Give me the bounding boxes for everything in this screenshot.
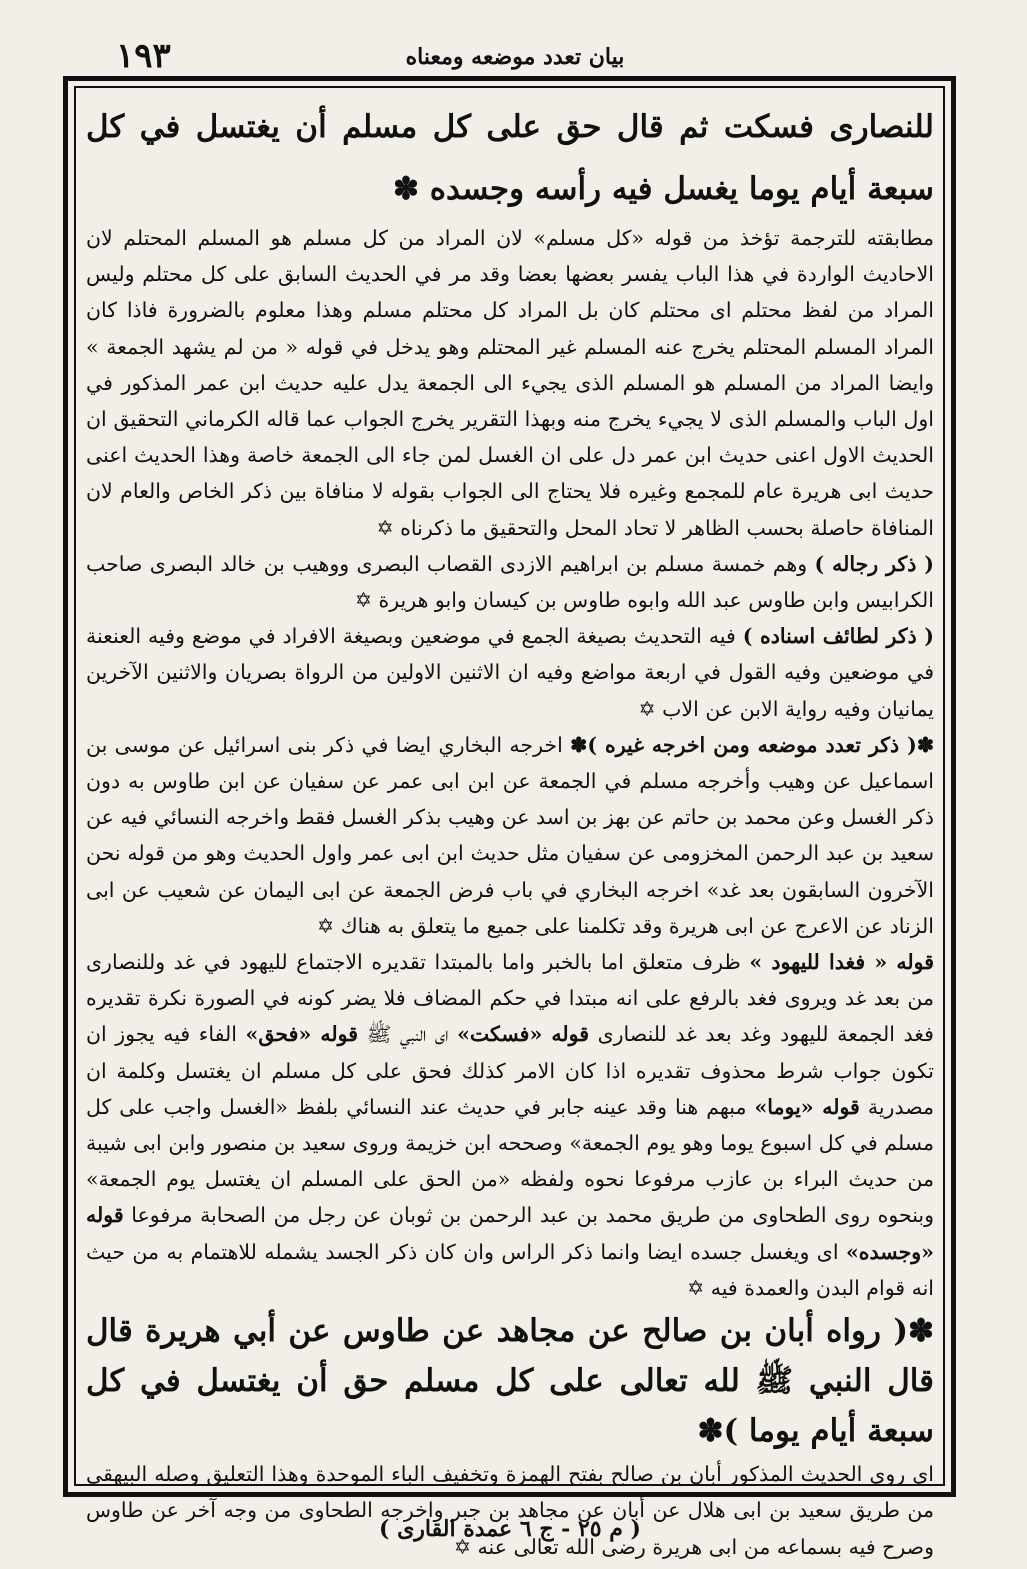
page-number: ١٩٣ [116, 36, 171, 76]
page-footer: ( م ٢٥ - ج ٦ عمدة القارى ) [379, 1516, 641, 1542]
page-header [0, 36, 1027, 80]
sharh-text-4: مبهم هنا وقد عينه جابر في حديث عند النسائي بلفظ «الغسل واجب على كل مسلم في كل اسبوع يوما وهو يوم الجمعة» وصححه ابن خزيمة وروى سعيد بن منصور وابن ابى شيبة من حديث البراء بن عازب مرفوعا نحوه ولفظه «من الحق على المسلم ان يغتسل يوم الجمعة» وبنحوه روى الطحاوى من طريق محمد بن عبد الرحمن بن ثوبان عن رجل من الصحابة مرفوعا [86, 1094, 934, 1228]
rijal-section [86, 546, 934, 618]
commentary-paragraph: مطابقته للترجمة تؤخذ من قوله «كل مسلم» لان المراد من كل مسلم هو المسلم المحتلم لان الاحاديث الواردة في هذا الباب يفسر بعضها بعضا وقد مر في الحديث السابق على كل محتلم وليس المراد من لفظ محتلم اى محتلم كان بل المراد كل محتلم مسلم وهذا معلوم بالضرورة فاذا كان المراد المسلم المحتلم يخرج عنه المسلم غير المحتلم وهو يدخل في قوله « من لم يشهد الجمعة » وايضا المراد من المسلم هو المسلم الذى يجيء الى الجمعة يدل عليه حديث ابن عمر المذكور في اول الباب والمسلم الذى لا يجيء يخرج منه وبهذا التقرير يخرج الجواب عما قاله الكرماني التحقيق ان الحديث الاول اعنى حديث ابن عمر دل على ان الغسل لمن جاء الى الجمعة خاصة وهذا الحديث اعنى حديث ابى هريرة عام للمجمع وغيره فلا يحتاج الى الجواب بقوله لا منافاة بين ذكر الخاص والعام لان المنافاة حاصلة بحسب الظاهر لا تحاد المحل والتحقيق ما ذكرناه ✡ [86, 226, 934, 540]
hadith-main-text: للنصارى فسكت ثم قال حق على كل مسلم أن يغتسل في كل سبعة أيام يوما يغسل فيه رأسه وجسده ✽ [86, 109, 934, 207]
lataif-section [86, 618, 934, 727]
sharh-text-2: اى النبي ﷺ [366, 1022, 449, 1047]
sharh-lemma-1: قوله « فغدا لليهود » [749, 950, 934, 975]
sharh-text-1: ظرف متعلق اما بالخبر واما بالمبتدا تقديره الاجتماع لليهود في غد وللنصارى من بعد غد ويروى فغد بالرفع على انه مبتدا في حكم المضاف فلا يضر كونه في الصورة نكرة تقديره فغد الجمعة لليهود وغد بعد غد للنصارى [86, 950, 934, 1047]
rijal-text: وهم خمسة مسلم بن ابراهيم الازدى القصاب البصرى ووهيب بن خالد البصرى صاحب الكرابيس وابن طاوس عبد الله وابوه طاوس بن كيسان وابو هريرة ✡ [86, 551, 934, 613]
closing-paragraph: اى روى الحديث المذكور أبان بن صالح بفتح الهمزة وتخفيف الباء الموحدة وهذا التعليق وصله البيهقى من طريق سعيد بن ابى هلال عن أبان عن مجاهد بن جبر واخرجه الطحاوى من وجه آخر عن طاوس وصرح فيه بسماعه من ابى هريرة رضى الله تعالى عنه ✡ [86, 1462, 934, 1559]
sharh-lemma-2: قوله «فسكت» [457, 1022, 590, 1047]
rijal-heading: ( ذكر رجاله ) [814, 551, 934, 576]
sharh-lemma-4: قوله «يوما» [754, 1094, 860, 1119]
sharh-section [86, 944, 934, 1306]
running-title: بيان تعدد موضعه ومعناه [405, 44, 625, 70]
takhrij-heading: ✽( ذكر تعدد موضعه ومن اخرجه غيره )✽ [570, 732, 934, 757]
sharh-lemma-5: قوله «وجسده» [86, 1203, 934, 1264]
lataif-text: فيه التحديث بصيغة الجمع في موضعين وبصيغة الافراد في موضع وفيه العنعنة في موضعين وفيه القول في اربعة مواضع وفيه ان الاثنين الاولين من الرواة بصريان والاثنين الآخرين يمانيان وفيه رواية الابن عن الاب ✡ [86, 624, 934, 721]
takhrij-text: اخرجه البخاري ايضا في ذكر بنى اسرائيل عن موسى بن اسماعيل عن وهيب وأخرجه مسلم في الجمعة عن ابن ابى عمر عن سفيان عن ابن طاوس به دون ذكر الغسل وعن محمد بن حاتم عن بهز بن اسد عن وهيب بذكر الغسل فقط واخرجه النسائي فيه عن سعيد بن عبد الرحمن المخزومى عن سفيان مثل حديث ابن ابى عمر واول الحديث وهو من قوله نحن الآخرون السابقون بعد غد» اخرجه البخاري في باب فرض الجمعة عن ابى اليمان عن شعيب عن ابى الزناد عن الاعرج عن ابى هريرة وقد تكلمنا على جميع ما يتعلق به هناك ✡ [86, 732, 934, 938]
sharh-text-3: الفاء فيه يجوز ان تكون جواب شرط محذوف تقديره اذا كان الامر كذلك فحق على كل مسلم ان يغتسل وكلمة ان مصدرية [86, 1022, 934, 1119]
hadith-second-text: ✽( رواه أبان بن صالح عن مجاهد عن طاوس عن أبي هريرة قال قال النبي ﷺ لله تعالى على كل مسلم حق أن يغتسل في كل سبعة أيام يوما )✽ [86, 1313, 934, 1450]
lataif-heading: ( ذكر لطائف اسناده ) [742, 624, 934, 649]
takhrij-section [86, 727, 934, 944]
sharh-text-5: اى ويغسل جسده ايضا وانما ذكر الراس وان كان ذكر الجسد يشمله للاهتمام به من حيث انه قوام البدن والعمدة فيه ✡ [86, 1239, 934, 1300]
sharh-lemma-3: قوله «فحق» [245, 1022, 359, 1047]
